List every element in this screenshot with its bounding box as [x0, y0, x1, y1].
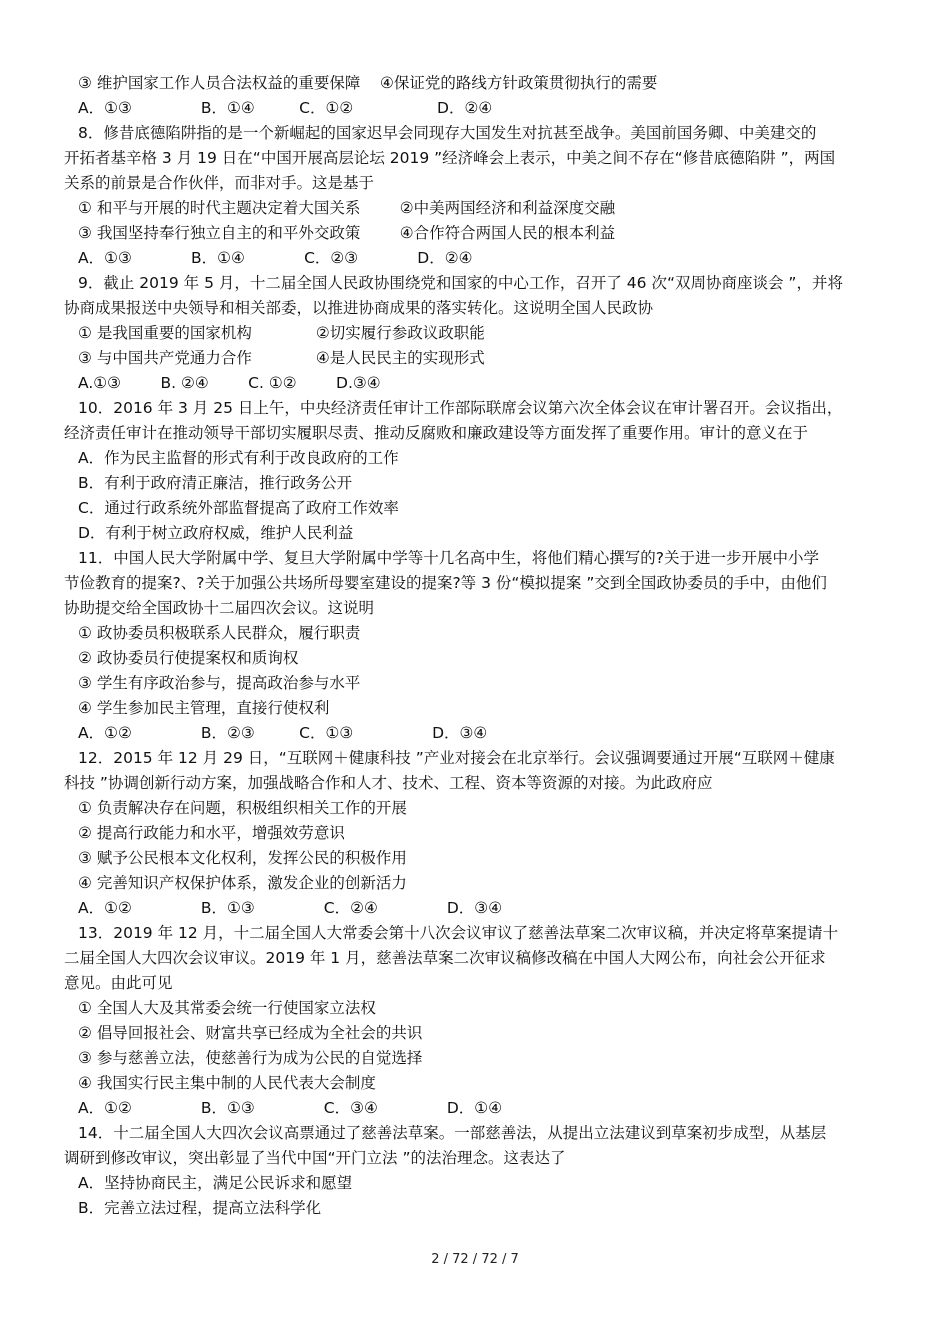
text-line: ① 是我国重要的国家机构 ②切实履行参政议政职能	[78, 324, 485, 342]
text-line: ② 政协委员行使提案权和质询权	[78, 649, 299, 667]
option-c: C．通过行政系统外部监督提高了政府工作效率	[78, 499, 399, 517]
text-line: ② 倡导回报社会、财富共享已经成为全社会的共识	[78, 1024, 423, 1042]
text-line: ① 政协委员积极联系人民群众，履行职责	[78, 624, 361, 642]
answer-options: A.①③ B. ②④ C. ①② D.③④	[78, 374, 381, 392]
option-d: D．有利于树立政府权威，维护人民利益	[78, 524, 354, 542]
text-line: ① 全国人大及其常委会统一行使国家立法权	[78, 999, 376, 1017]
text-line: 开拓者基辛格 3 月 19 日在“中国开展高层论坛 2019 ”经济峰会上表示，中美之间不存在“修昔底德陷阱 ”，两国	[64, 149, 836, 167]
text-line: ② 提高行政能力和水平，增强效劳意识	[78, 824, 345, 842]
text-line: ① 和平与开展的时代主题决定着大国关系 ②中美两国经济和利益深度交融	[78, 199, 616, 217]
text-line: 调研到修改审议，突出彰显了当代中国“开门立法 ”的法治理念。这表达了	[64, 1149, 566, 1167]
text-line: 意见。由此可见	[64, 974, 173, 992]
answer-options: A．①② B．①③ C．②④ D．③④	[78, 899, 503, 917]
question-10: 10．2016 年 3 月 25 日上午，中央经济责任审计工作部际联席会议第六次全体会议在审计署召开。会议指出，	[78, 399, 843, 417]
answer-options: A．①② B．②③ C．①③ D．③④	[78, 724, 488, 742]
text-line: 科技 ”协调创新行动方案，加强战略合作和人才、技术、工程、资本等资源的对接。为此政府应	[64, 774, 713, 792]
answer-options: A．①③ B．①④ C．②③ D．②④	[78, 249, 473, 267]
text-line: ④ 学生参加民主管理，直接行使权利	[78, 699, 330, 717]
option-a: A．作为民主监督的形式有利于改良政府的工作	[78, 449, 399, 467]
text-line: ③ 与中国共产党通力合作 ④是人民民主的实现形式	[78, 349, 485, 367]
question-8: 8．修昔底德陷阱指的是一个新崛起的国家迟早会同现存大国发生对抗甚至战争。美国前国务卿、中美建交的	[78, 124, 817, 142]
question-9: 9．截止 2019 年 5 月，十二届全国人民政协围绕党和国家的中心工作，召开了 46 次“双周协商座谈会 ”，并将	[78, 274, 843, 292]
text-line: ④ 完善知识产权保护体系，激发企业的创新活力	[78, 874, 407, 892]
text-line: 节俭教育的提案?、?关于加强公共场所母婴室建设的提案?等 3 份“模拟提案 ”交到全国政协委员的手中，由他们	[64, 574, 827, 592]
text-line: 协助提交给全国政协十二届四次会议。这说明	[64, 599, 375, 617]
text-line: ③ 学生有序政治参与，提高政治参与水平	[78, 674, 361, 692]
text-line: ④ 我国实行民主集中制的人民代表大会制度	[78, 1074, 376, 1092]
text-line: 二届全国人大四次会议审议。2019 年 1 月，慈善法草案二次审议稿修改稿在中国人大网公布，向社会公开征求	[64, 949, 826, 967]
question-11: 11．中国人民大学附属中学、复旦大学附属中学等十几名高中生，将他们精心撰写的?关于进一步开展中小学	[78, 549, 819, 567]
text-line: ③ 赋予公民根本文化权利，发挥公民的积极作用	[78, 849, 407, 867]
text-line: ③ 维护国家工作人员合法权益的重要保障 ④保证党的路线方针政策贯彻执行的需要	[78, 74, 658, 92]
text-line: 协商成果报送中央领导和相关部委，以推进协商成果的落实转化。这说明全国人民政协	[64, 299, 654, 317]
text-line: ③ 参与慈善立法，使慈善行为成为公民的自觉选择	[78, 1049, 423, 1067]
text-line: ③ 我国坚持奉行独立自主的和平外交政策 ④合作符合两国人民的根本利益	[78, 224, 616, 242]
option-a: A．坚持协商民主，满足公民诉求和愿望	[78, 1174, 353, 1192]
text-line: 关系的前景是合作伙伴，而非对手。这是基于	[64, 174, 375, 192]
text-line: 经济责任审计在推动领导干部切实履职尽责、推动反腐败和廉政建设等方面发挥了重要作用。审计的意义在于	[64, 424, 809, 442]
option-b: B．有利于政府清正廉洁，推行政务公开	[78, 474, 353, 492]
answer-options: A．①③ B．①④ C．①② D．②④	[78, 99, 493, 117]
page-number: 2 / 72 / 72 / 7	[431, 1252, 519, 1267]
question-12: 12．2015 年 12 月 29 日，“互联网＋健康科技 ”产业对接会在北京举行。会议强调要通过开展“互联网＋健康	[78, 749, 835, 767]
question-14: 14．十二届全国人大四次会议高票通过了慈善法草案。一部慈善法，从提出立法建议到草案初步成型，从基层	[78, 1124, 827, 1142]
option-b: B．完善立法过程，提高立法科学化	[78, 1199, 322, 1217]
question-13: 13．2019 年 12 月，十二届全国人大常委会第十八次会议审议了慈善法草案二次审议稿，并决定将草案提请十	[78, 924, 839, 942]
answer-options: A．①② B．①③ C．③④ D．①④	[78, 1099, 503, 1117]
text-line: ① 负责解决存在问题，积极组织相关工作的开展	[78, 799, 407, 817]
